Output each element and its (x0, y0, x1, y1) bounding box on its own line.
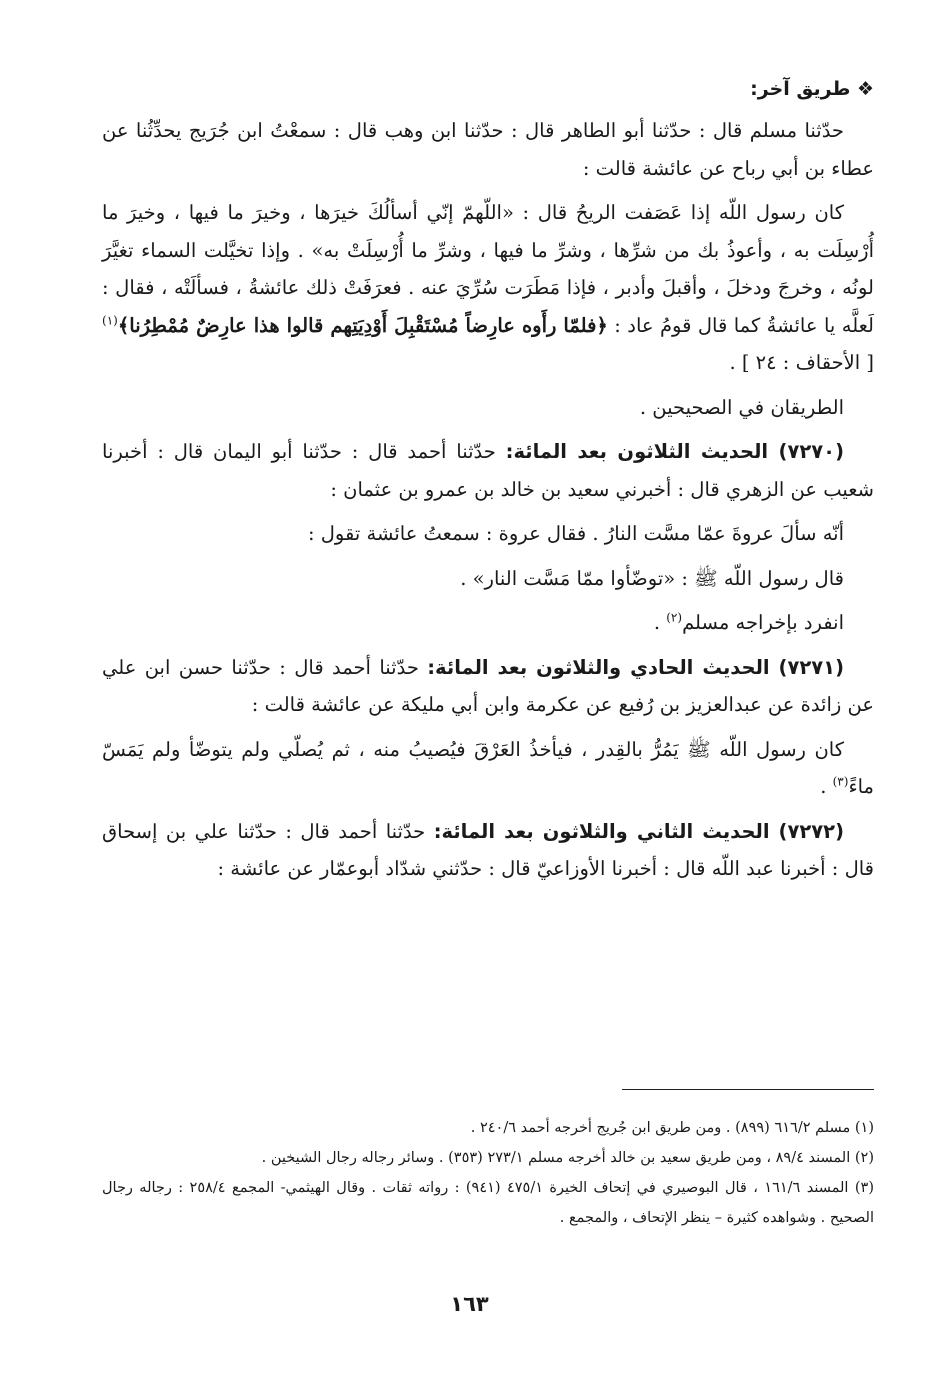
isnad: حدّثنا أحمد قال : حدّثنا علي بن إسحاق قال : أخبرنا عبد اللّه قال : أخبرنا الأوزاعيّ قال : حدّثني شدّاد أبوعمّار عن عائشة : (102, 819, 874, 880)
hadith-7272 (102, 813, 874, 888)
footnote-3: (٣) المسند ١٦١/٦ ، قال البوصيري في إتحاف الخيرة ٤٧٥/١ (٩٤١) : رواته ثقات . وقال الهيثمي- المجمع ٢٥٨/٤ : رجاله رجال الصحيح . وشواهده كثيرة – ينظر الإتحاف ، والمجمع . (102, 1180, 874, 1226)
hadith-title: (٧٢٧٢) الحديث الثاني والثلاثون بعد المائة: (433, 819, 844, 843)
hadith-line: قال رسول اللّه ﷺ : «توضّأوا ممّا مَسَّت النار» . (460, 566, 844, 590)
page-number: ١٦٣ (450, 1292, 489, 1316)
hadith-line: أنّه سألَ عروةَ عمّا مسَّت النارُ . فقال عروة : سمعتُ عائشة تقول : (307, 522, 844, 545)
page-body (102, 72, 874, 895)
footnote-2: (٢) المسند ٨٩/٤ ، ومن طريق سعيد بن خالد أخرجه مسلم ٢٧٣/١ (٣٥٣) . وسائر رجاله رجال الشيخين . (261, 1150, 874, 1166)
isnad: حدّثنا أحمد قال : حدّثنا أبو اليمان قال : أخبرنا شعيب عن الزهري قال : أخبرني سعيد بن خالد بن عمرو بن عثمان : (102, 440, 874, 501)
takhrij-line: انفرد بإخراجه مسلم$^{(٢)}$ . (653, 610, 844, 634)
hadith-7270 (102, 433, 874, 508)
hadith-text: كان رسول اللّه ﷺ يَمُرُّ بالقِدر ، فيأخذُ العَرْقَ فيُصيبُ منه ، ثم يُصلّي ولم يتوضّأ ولم يَمَسّ ماءً (102, 737, 874, 798)
footnote-ref: (٣) (832, 774, 849, 789)
footnote-separator (622, 1089, 874, 1090)
quran-verse: ﴿فلمّا رأَوه عارِضاً مُسْتَقْبِلَ أَوْدِيَتِهم قالوا هذا عارِضٌ مُمْطِرُنا﴾ (117, 313, 608, 337)
isnad-paragraph: حدّثنا مسلم قال : حدّثنا أبو الطاهر قال : حدّثنا ابن وهب قال : سمعْتُ ابن جُرَيج يحدِّثُنا عن عطاء بن أبي رباح عن عائشة قالت : (102, 119, 874, 180)
hadith-body: كان رسول اللّه إذا عَصَفت الريحُ قال : «اللّهمّ إنّي أسألُكَ خيرَها ، وخيرَ ما فيها ، وخيرَ ما أُرْسِلَت به ، وأعوذُ بك من شرِّها ، وشرِّ ما فيها ، وشرِّ ما أُرْسِلَتْ به» . وإذا تخيَّلت السماء تغيَّرَ لونُه ، وخرجَ ودخلَ ، وأقبلَ وأدبر ، فإذا مَطَرَت سُرِّيَ عنه . فعرَفَتْ ذلك عائشةُ ، فسألَتْه ، فقال : لَعلَّه يا عائشةُ كما قال قومُ عاد : (102, 201, 874, 337)
section-heading: ❖ طريق آخر: (750, 78, 874, 100)
footnote-1: (١) مسلم ٦١٦/٢ (٨٩٩) . ومن طريق ابن جُريج أخرجه أحمد ٢٤٠/٦ . (470, 1120, 874, 1136)
footnote-ref: (٢) (666, 610, 683, 625)
hadith-title: (٧٢٧٠) الحديث الثلاثون بعد المائة: (505, 440, 844, 463)
footnote-ref: (١) (102, 313, 118, 327)
isnad: حدّثنا أحمد قال : حدّثنا حسن ابن علي عن زائدة عن عبدالعزيز بن رُفيع عن عكرمة وابن أبي مليكة عن عائشة قالت : (102, 655, 874, 716)
takhrij-text: انفرد بإخراجه مسلم (682, 611, 844, 634)
hadith-body: كان رسول اللّه ﷺ يَمُرُّ بالقِدر ، فيأخذُ العَرْقَ فيُصيبُ منه ، ثم يُصلّي ولم يتوضّأ ولم يَمَسّ ماءً$^{(٣)}$ . (102, 737, 874, 798)
hadith-7271 (102, 649, 874, 724)
hadith-title: (٧٢٧١) الحديث الحادي والثلاثون بعد المائة: (427, 655, 844, 679)
note-paragraph: الطريقان في الصحيحين . (639, 395, 844, 419)
hadith-text-wind (102, 194, 874, 382)
verse-reference: [ الأحقاف : ٢٤ ] . (729, 351, 874, 374)
footnotes (102, 1113, 874, 1233)
